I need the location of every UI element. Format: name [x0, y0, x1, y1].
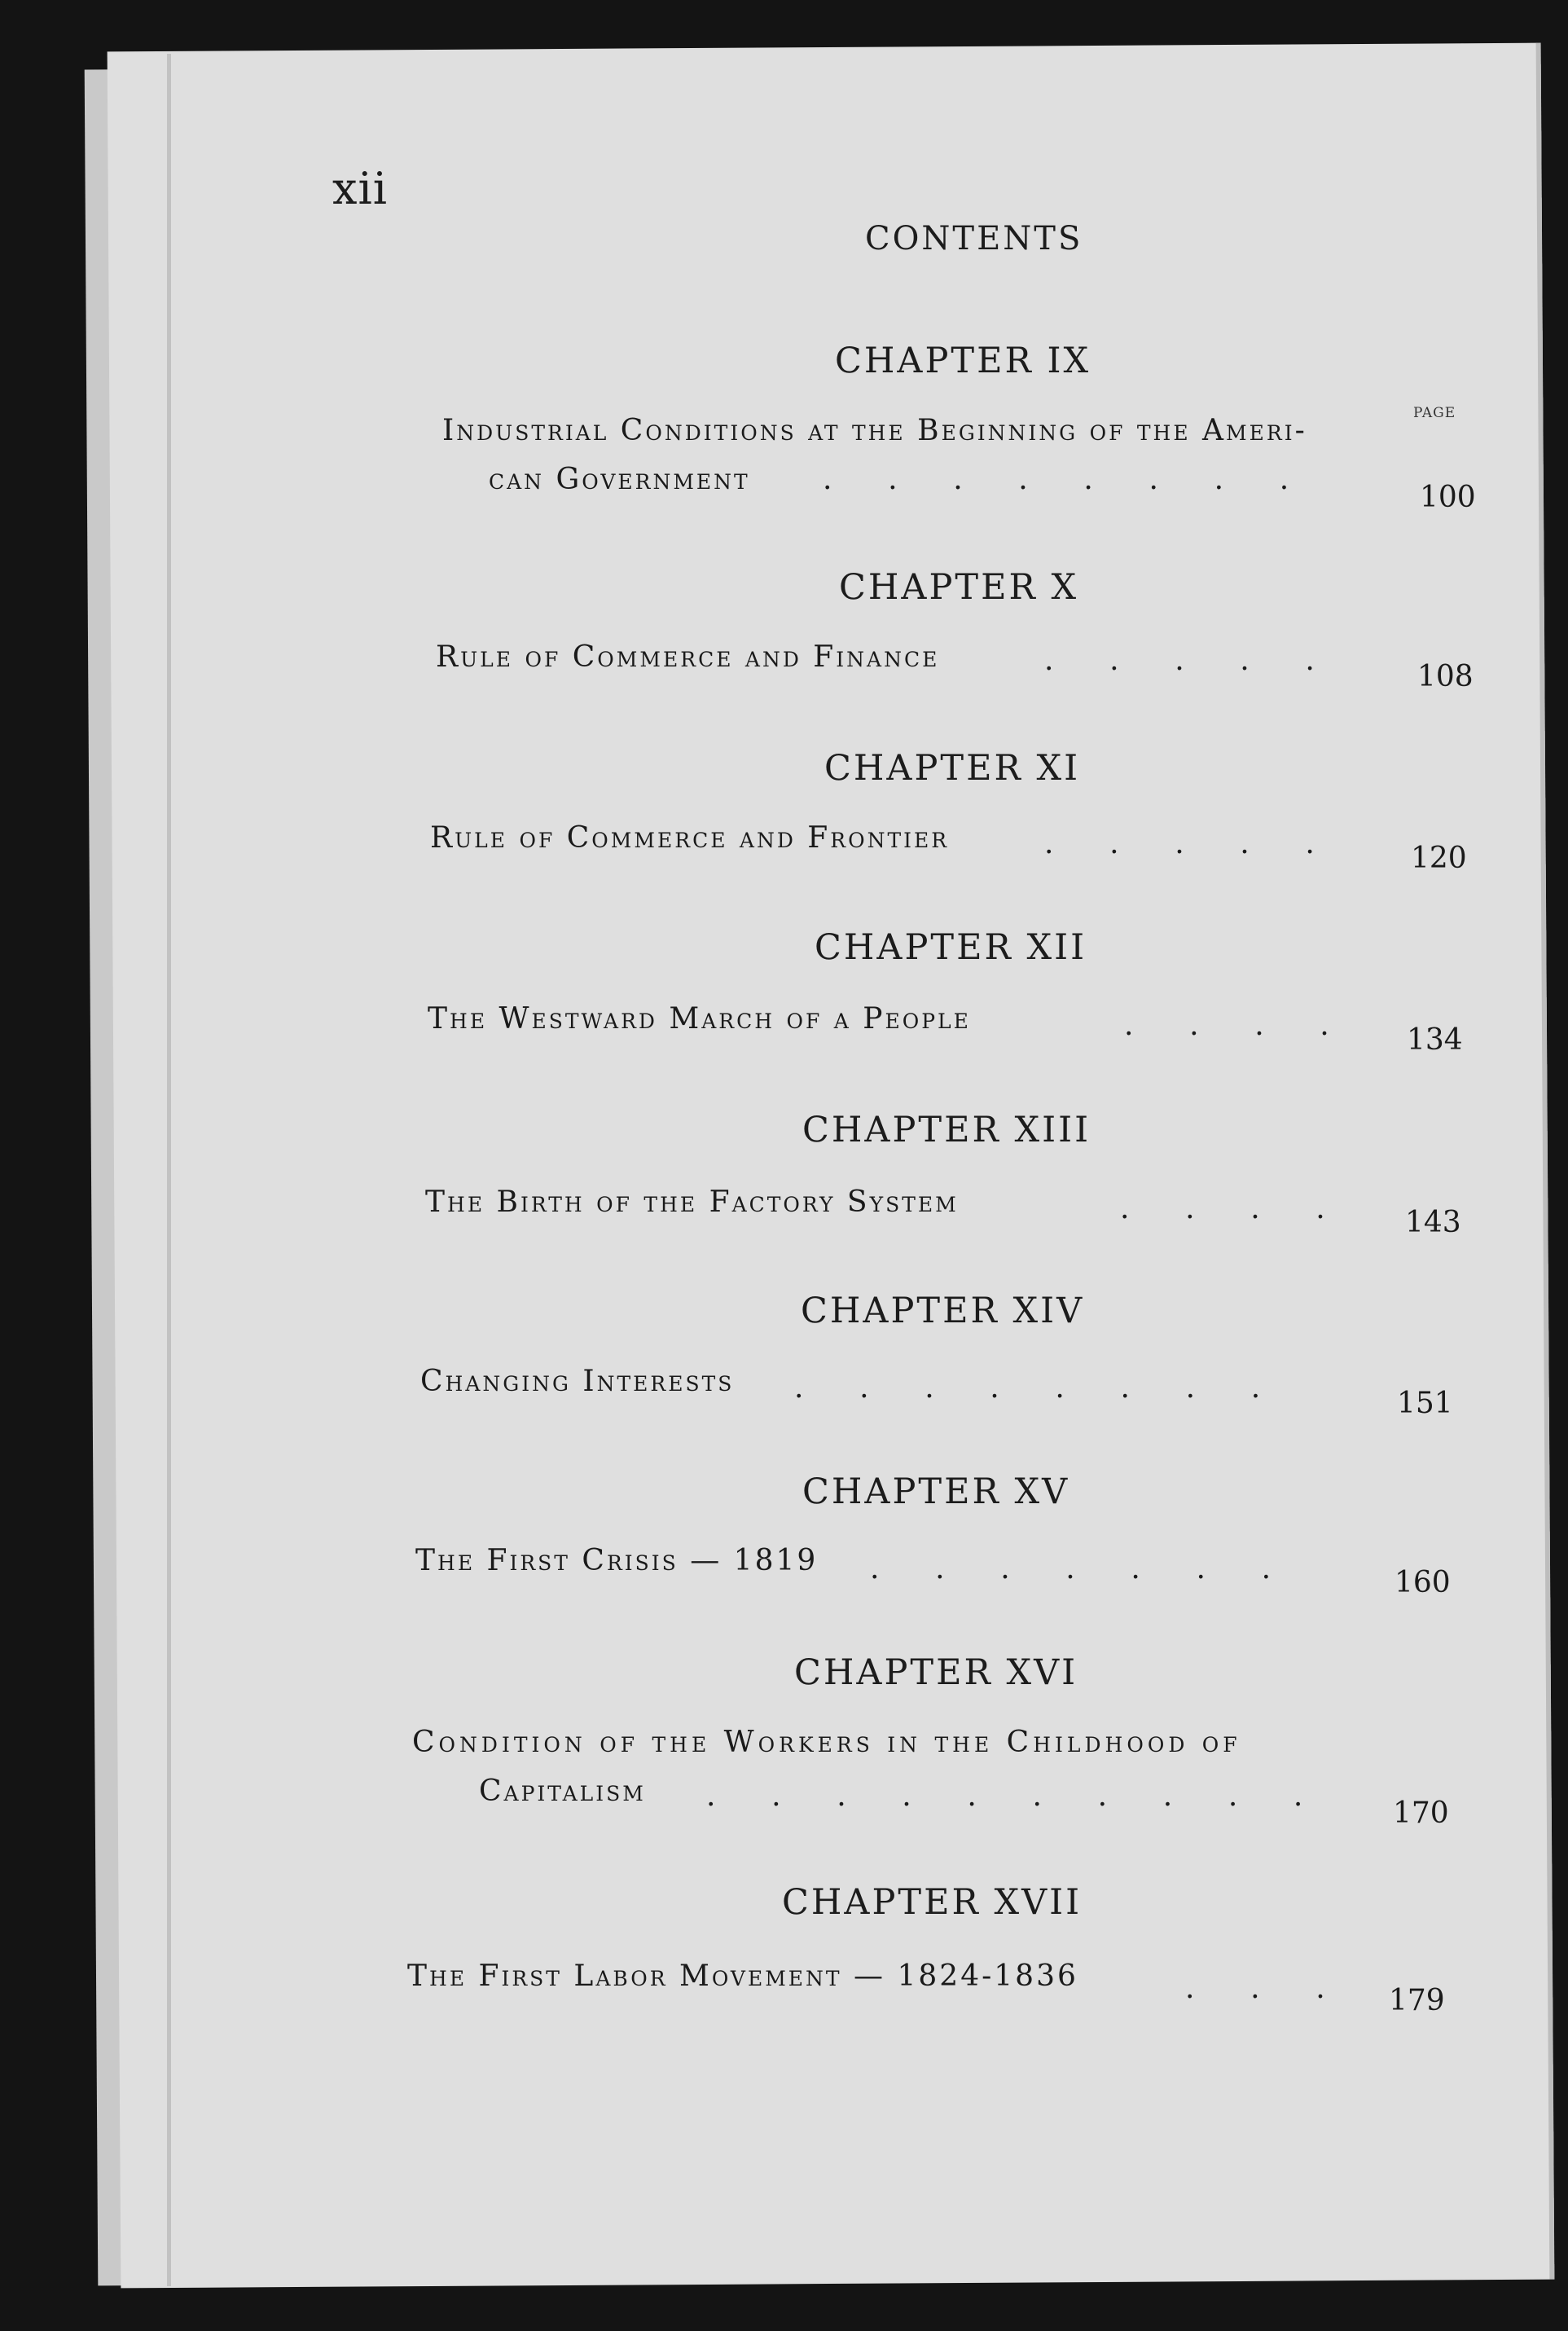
page-reference: 108 [1417, 660, 1474, 693]
running-head: CONTENTS [865, 220, 1083, 257]
chapter-title: Rule of Commerce and Frontier [430, 821, 950, 855]
chapter-title-continued: can Government [489, 463, 750, 496]
page-reference: 120 [1411, 842, 1467, 875]
page-reference: 170 [1393, 1797, 1449, 1830]
chapter-heading: CHAPTER XI [824, 748, 1081, 789]
leader-dots: . . . [1185, 1972, 1325, 2005]
page-reference: 160 [1395, 1566, 1451, 1599]
page-column-label: PAGE [1413, 405, 1456, 421]
leader-dots: . . . . . . . . . . [706, 1779, 1303, 1813]
page-reference: 134 [1407, 1023, 1463, 1057]
book-page [108, 43, 1555, 2289]
page-number: xii [332, 163, 388, 214]
page-reference: 179 [1389, 1984, 1445, 2017]
page-edge [167, 54, 171, 2286]
chapter-title-continued: Capitalism [479, 1775, 646, 1808]
leader-dots: . . . . [1120, 1192, 1325, 1225]
page-reference: 143 [1405, 1206, 1461, 1239]
chapter-title: The First Labor Movement — 1824-1836 [407, 1959, 1078, 1993]
leader-dots: . . . . [1124, 1009, 1329, 1042]
leader-dots: . . . . . . . . [794, 1371, 1261, 1405]
leader-dots: . . . . . . . [870, 1552, 1272, 1586]
chapter-heading: CHAPTER XV [802, 1471, 1070, 1512]
chapter-heading: CHAPTER IX [835, 341, 1091, 381]
chapter-title: The Westward March of a People [428, 1002, 971, 1036]
chapter-title: Changing Interests [420, 1365, 735, 1398]
chapter-heading: CHAPTER X [839, 567, 1079, 608]
chapter-title: Condition of the Workers in the Childhood of [412, 1726, 1241, 1759]
chapter-heading: CHAPTER XIV [801, 1291, 1085, 1331]
leader-dots: . . . . . . . . [823, 463, 1289, 496]
chapter-title: Rule of Commerce and Finance [436, 640, 940, 674]
leader-dots: . . . . . [1044, 644, 1315, 677]
leader-dots: . . . . . [1044, 827, 1315, 860]
chapter-heading: CHAPTER XVII [782, 1882, 1083, 1923]
chapter-title: The First Crisis — 1819 [415, 1544, 819, 1577]
chapter-heading: CHAPTER XIII [802, 1110, 1091, 1150]
chapter-title: Industrial Conditions at the Beginning of the Ameri- [442, 414, 1307, 447]
page-reference: 100 [1420, 481, 1476, 514]
chapter-title: The Birth of the Factory System [425, 1185, 959, 1219]
chapter-heading: CHAPTER XII [815, 927, 1087, 968]
page-reference: 151 [1397, 1387, 1453, 1420]
chapter-heading: CHAPTER XVI [794, 1652, 1078, 1693]
